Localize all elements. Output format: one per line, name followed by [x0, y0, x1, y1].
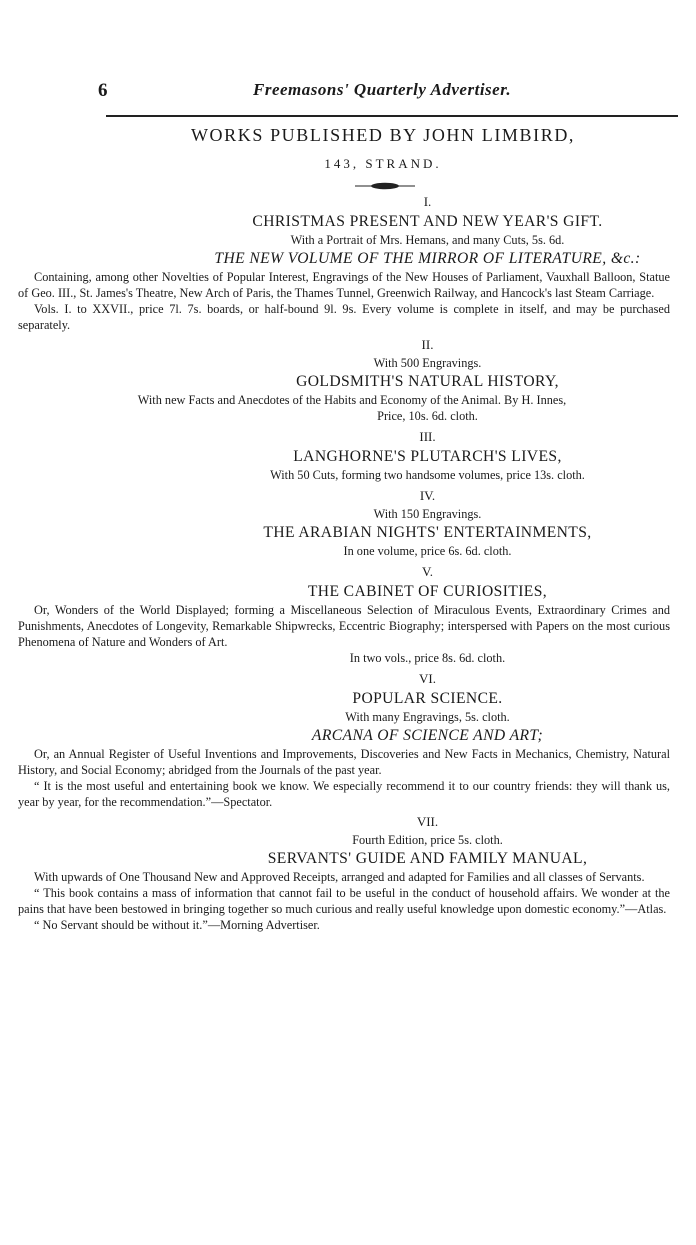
entry-number: III. [419, 429, 436, 444]
entry-body: With upwards of One Thousand New and Approved Receipts, arranged and adapted for Families and all classes of Servants. [34, 870, 645, 884]
entry-number: V. [422, 564, 433, 579]
entry-line: With 500 Engravings. [373, 356, 482, 370]
entry-price: In one volume, price 6s. 6d. cloth. [343, 544, 512, 558]
entry-subtitle: With a Portrait of Mrs. Hemans, and many Cuts, 5s. 6d. [290, 233, 565, 247]
entry-title: LANGHORNE'S PLUTARCH'S LIVES, [293, 448, 562, 465]
entry-body: Or, Wonders of the World Displayed; forming a Miscellaneous Selection of Miraculous Events, Extraordinary Crimes and Punishments, Anecdotes of Longevity, Remarkable Shipwrecks, Eccentric Biography; interspersed with Papers on the most curious Phenomena of Nature and Wonders of Art. [18, 603, 670, 649]
entry-title: THE NEW VOLUME OF THE MIRROR OF LITERATURE, &c.: [214, 250, 641, 267]
entry-number: IV. [419, 488, 436, 503]
entry-title: POPULAR SCIENCE. [352, 690, 503, 707]
entry-body: Vols. I. to XXVII., price 7l. 7s. boards, or half-bound 9l. 9s. Every volume is complete in itself, and may be purchased separately. [18, 302, 670, 332]
entry-line: Fourth Edition, price 5s. cloth. [352, 833, 503, 847]
entry-number: I. [423, 194, 432, 209]
entry-body: Or, an Annual Register of Useful Inventions and Improvements, Discoveries and New Facts in Mechanics, Chemistry, Natural History, and Social Economy; abridged from the Journals of the past year. [18, 747, 670, 777]
entry-body: Containing, among other Novelties of Popular Interest, Engravings of the New Houses of Parliament, Vauxhall Balloon, Statue of Geo. III., St. James's Theatre, New Arch of Paris, the Thames Tunnel, Greenwich Railway, and Hancock's last Steam Carriage. [18, 270, 670, 300]
entry-title: ARCANA OF SCIENCE AND ART; [311, 727, 544, 744]
entry-price: In two vols., price 8s. 6d. cloth. [349, 651, 506, 665]
entry-price: Price, 10s. 6d. cloth. [377, 409, 478, 423]
entry-number: II. [421, 337, 434, 352]
running-title: Freemasons' Quarterly Advertiser. [253, 80, 512, 99]
entry-title: THE ARABIAN NIGHTS' ENTERTAINMENTS, [263, 524, 592, 541]
header-rule [106, 115, 678, 117]
publisher-title: WORKS PUBLISHED BY JOHN LIMBIRD, [190, 125, 576, 145]
entry-quote: “ No Servant should be without it.”—Morning Advertiser. [34, 918, 320, 932]
entry-line: With 50 Cuts, forming two handsome volumes, price 13s. cloth. [270, 468, 585, 482]
entry-line: With many Engravings, 5s. cloth. [345, 710, 510, 724]
entry-description: With new Facts and Anecdotes of the Habits and Economy of the Animal. By H. Innes, [137, 393, 567, 407]
ornament-divider-icon [355, 182, 415, 190]
entry-title: THE CABINET OF CURIOSITIES, [307, 583, 548, 600]
entry-title: SERVANTS' GUIDE AND FAMILY MANUAL, [267, 850, 588, 867]
publisher-address: 143, STRAND. [324, 156, 442, 171]
running-head [98, 80, 670, 106]
entry-title: CHRISTMAS PRESENT AND NEW YEAR'S GIFT. [252, 213, 603, 230]
page [0, 80, 696, 1245]
entry-title: GOLDSMITH'S NATURAL HISTORY, [296, 373, 559, 390]
entry-quote: “ It is the most useful and entertaining book we know. We especially recommend it to our country friends: they will thank us, year by year, for the recommendation.”—Spectator. [18, 779, 670, 809]
entry-line: With 150 Engravings. [373, 507, 482, 521]
page-number: 6 [98, 80, 108, 101]
entry-number: VII. [416, 814, 439, 829]
entry-quote: “ This book contains a mass of information that cannot fail to be useful in the conduct of household affairs. We wonder at the pains that have been bestowed in bringing together so much curious and really useful knowledge upon domestic economy.”—Atlas. [18, 886, 670, 916]
entry-number: VI. [419, 671, 436, 686]
